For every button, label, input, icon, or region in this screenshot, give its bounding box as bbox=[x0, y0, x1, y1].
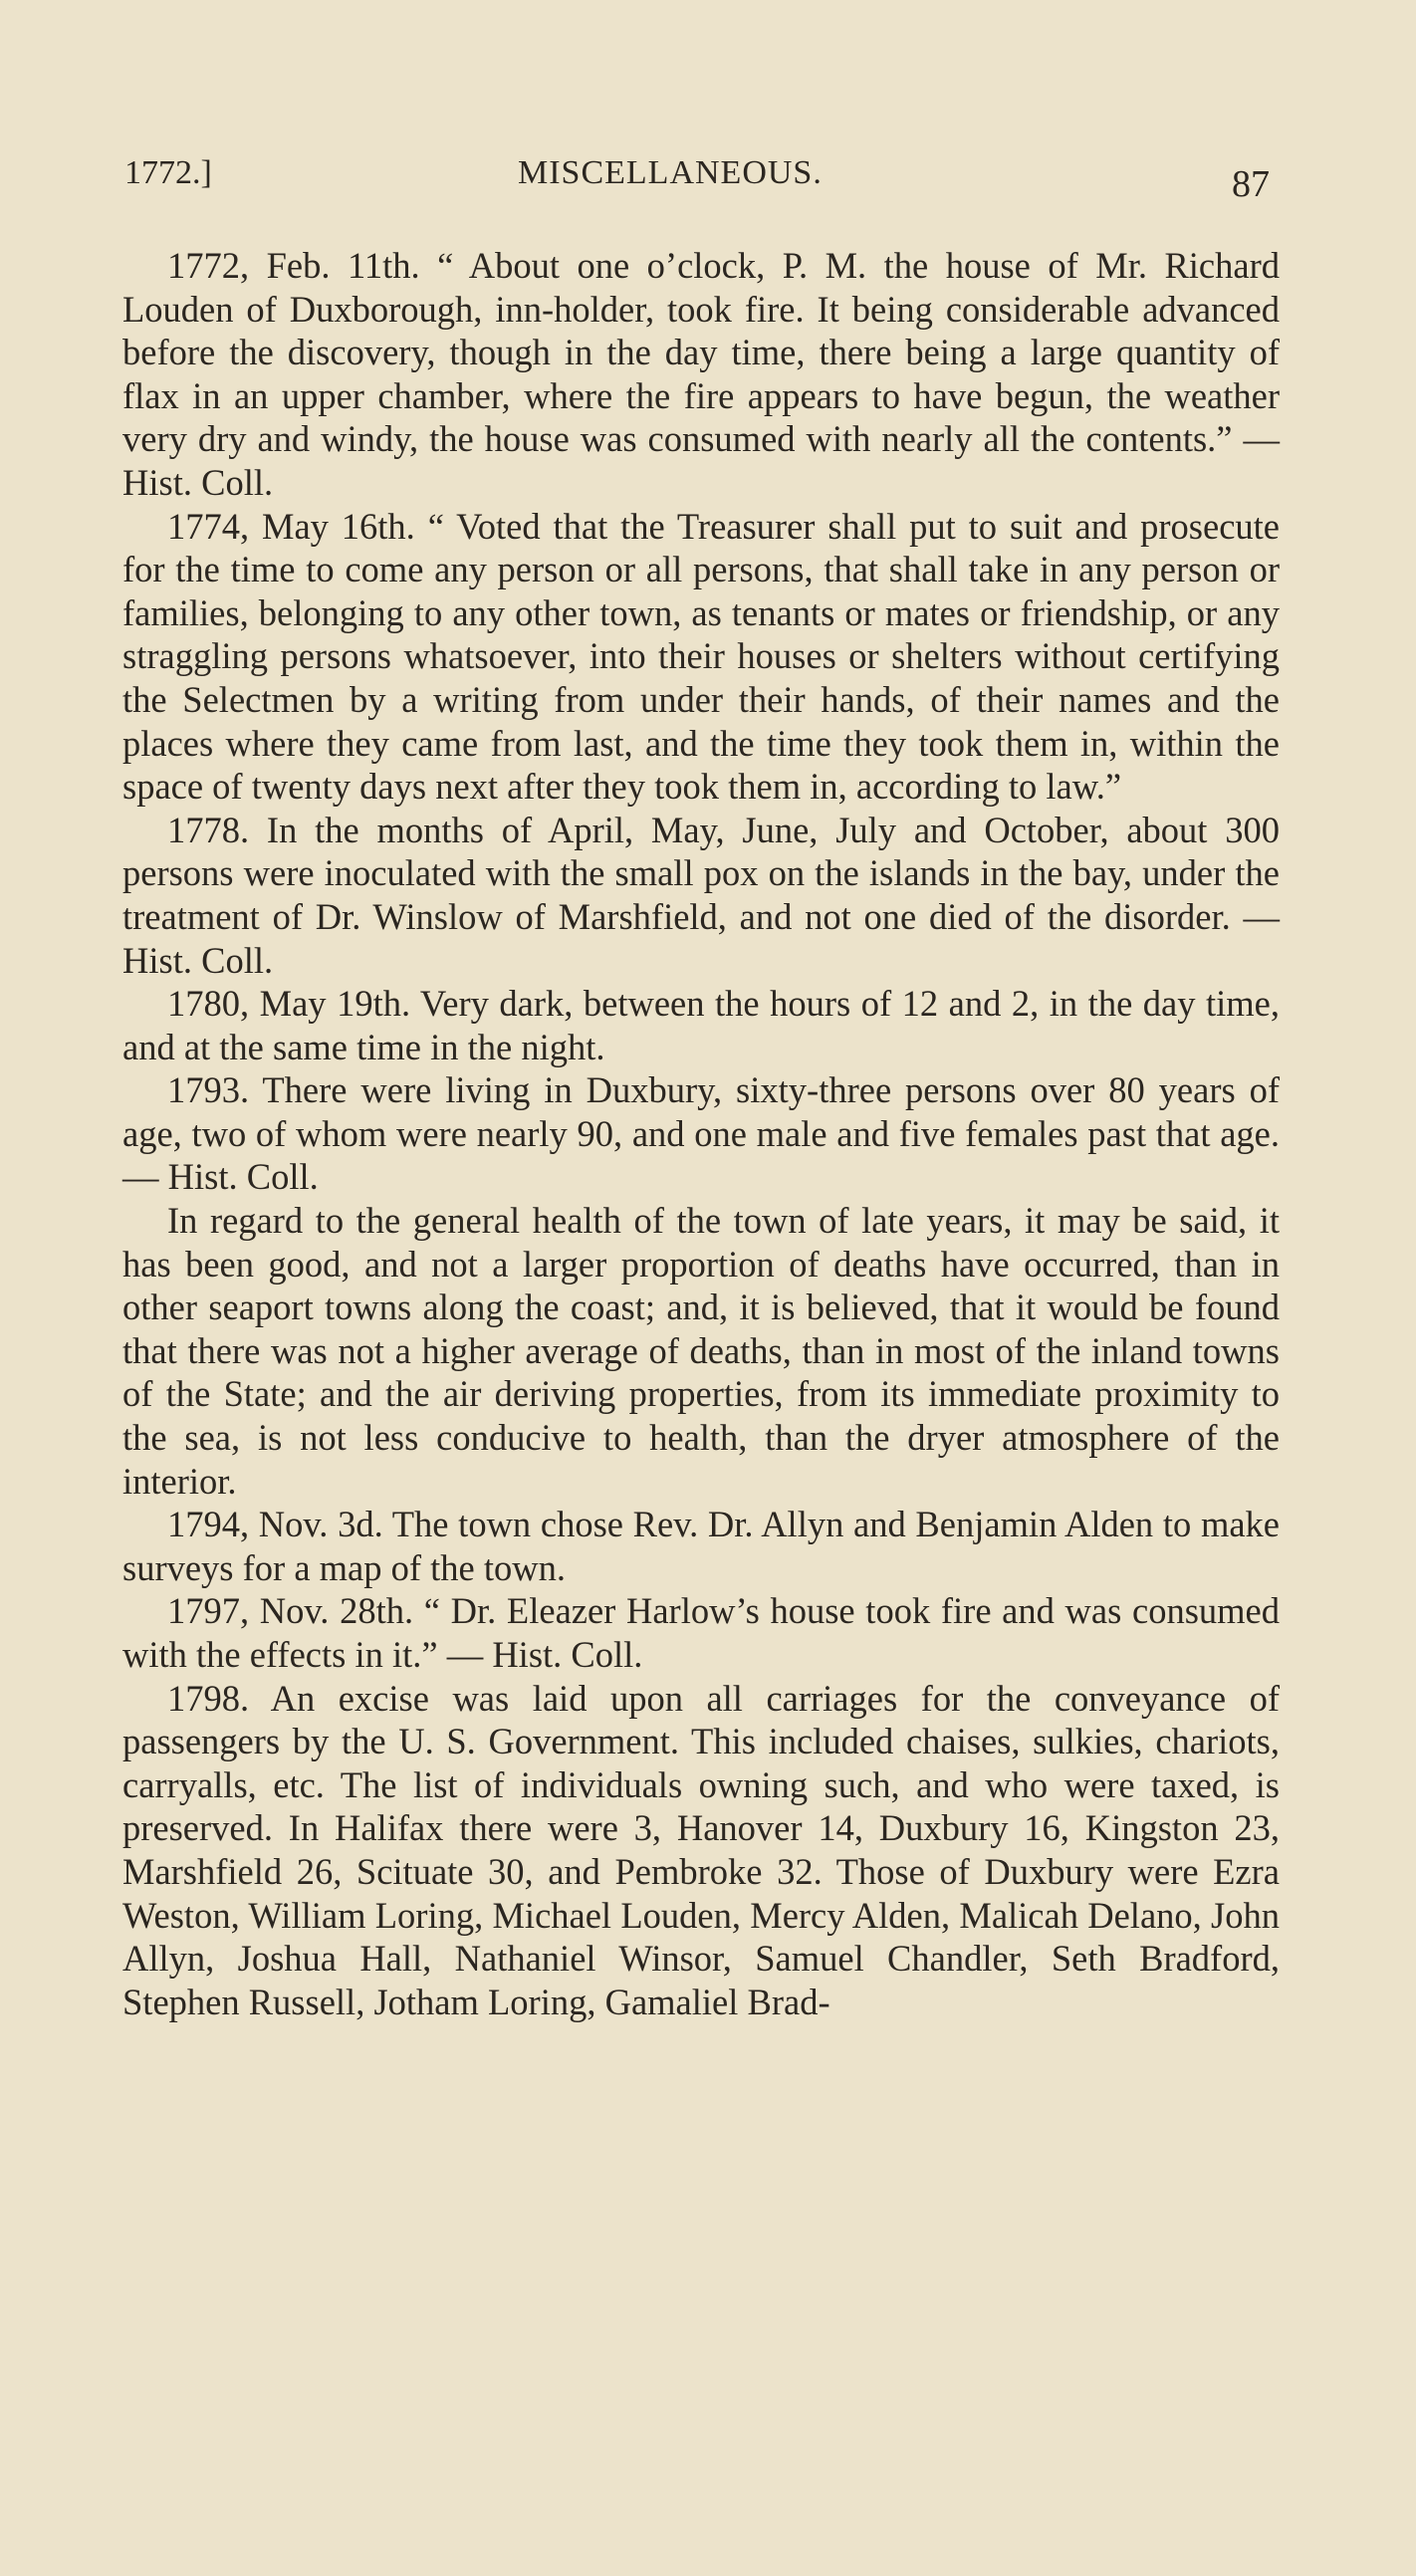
header-year: 1772.] bbox=[124, 154, 212, 191]
paragraph-1798: 1798. An excise was laid upon all carriages for the conveyance of passengers by the U. S. Government. This included chaises, sulkies, chariots, carryalls, etc. The list of individuals owning such, and who were taxed, is preserved. In Halifax there were 3, Hanover 14, Duxbury 16, Kingston 23, Marshfield 26, Scituate 30, and Pembroke 32. Those of Duxbury were Ezra Weston, William Loring, Michael Louden, Mercy Alden, Malicah Delano, John Allyn, Joshua Hall, Nathaniel Winsor, Samuel Chandler, Seth Bradford, Stephen Russell, Jotham Loring, Gamaliel Brad- bbox=[122, 1677, 1280, 2022]
header-title: MISCELLANEOUS. bbox=[518, 154, 823, 191]
paragraph-1780: 1780, May 19th. Very dark, between the hours of 12 and 2, in the day time, and at the same time in the night. bbox=[122, 983, 1280, 1067]
paragraph-1778: 1778. In the months of April, May, June, July and October, about 300 persons were inoculated with the small pox on the islands in the bay, under the treatment of Dr. Winslow of Marshfield, and not one died of the disorder. — Hist. Coll. bbox=[122, 809, 1280, 981]
paragraph-1793: 1793. There were living in Duxbury, sixty-three persons over 80 years of age, two of whom were nearly 90, and one male and five females past that age. — Hist. Coll. bbox=[122, 1069, 1280, 1198]
paragraph-1794: 1794, Nov. 3d. The town chose Rev. Dr. Allyn and Benjamin Alden to make surveys for a map of the town. bbox=[122, 1504, 1280, 1588]
page-number: 87 bbox=[1232, 163, 1270, 205]
page-body bbox=[122, 244, 1280, 2023]
running-header bbox=[124, 154, 1270, 204]
paragraph-1774: 1774, May 16th. “ Voted that the Treasurer shall put to suit and prosecute for the time to come any person or all persons, that shall take in any person or families, belonging to any other town, as tenants or mates or friendship, or any straggling persons whatsoever, into their houses or shelters without certifying the Selectmen by a writing from under their hands, of their names and the places where they came from last, and the time they took them in, within the space of twenty days next after they took them in, according to law.” bbox=[122, 505, 1280, 808]
paragraph-1797: 1797, Nov. 28th. “ Dr. Eleazer Harlow’s house took fire and was consumed with the effects in it.” — Hist. Coll. bbox=[122, 1590, 1280, 1675]
paragraph-1772: 1772, Feb. 11th. “ About one o’clock, P. M. the house of Mr. Richard Louden of Duxborough, inn-holder, took fire. It being considerable advanced before the discovery, though in the day time, there being a large quantity of flax in an upper chamber, where the fire appears to have begun, the weather very dry and windy, the house was consumed with nearly all the contents.” — Hist. Coll. bbox=[122, 245, 1280, 503]
paragraph-general-health: In regard to the general health of the town of late years, it may be said, it has been good, and not a larger proportion of deaths have occurred, than in other seaport towns along the coast; and, it is believed, that it would be found that there was not a higher average of deaths, than in most of the inland towns of the State; and the air deriving properties, from its immediate proximity to the sea, is not less conducive to health, than the dryer atmosphere of the interior. bbox=[122, 1200, 1280, 1502]
